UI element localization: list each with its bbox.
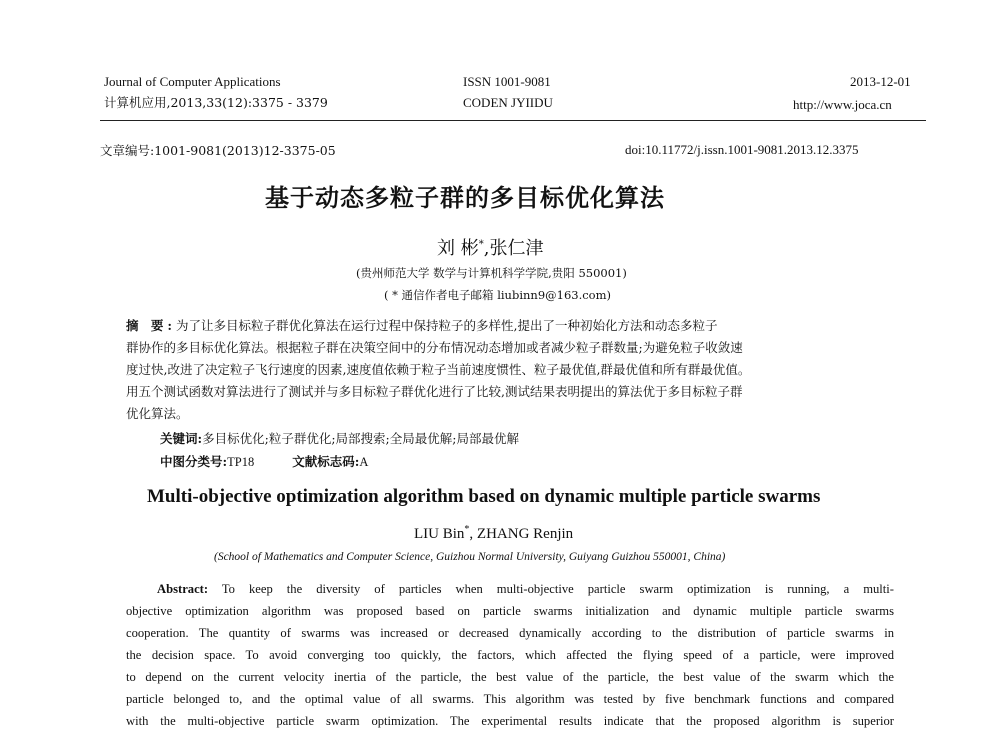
title-cn: 基于动态多粒子群的多目标优化算法 (265, 184, 665, 212)
abstract-en-line-3: cooperation. The quantity of swarms was increased or decreased dynamically according to the distribution of particle swarms in (126, 626, 894, 640)
author-zhang-en: , ZHANG Renjin (469, 526, 574, 542)
abstract-cn-line-3: 度过快,改进了决定粒子飞行速度的因素,速度值依赖于粒子当前速度惯性、粒子最优值,群最优值和所有群最优值。 (126, 362, 751, 377)
keywords-cn (160, 429, 519, 449)
abstract-en-line-7: with the multi-objective particle swarm optimization. The experimental results indicate that the proposed algorithm is superior (126, 714, 894, 728)
journal-url[interactable]: http://www.joca.cn (793, 97, 892, 112)
author-liu-cn: 刘 彬 (437, 238, 479, 259)
authors-cn (437, 234, 543, 260)
author-zhang-cn: ,张仁津 (483, 238, 544, 259)
article-doi[interactable]: doi:10.11772/j.issn.1001-9081.2013.12.3375 (625, 142, 859, 157)
abstract-en-line-1 (126, 578, 894, 600)
abstract-cn-line-5: 优化算法。 (126, 406, 189, 421)
clc-label: 中图分类号: (160, 454, 228, 469)
abstract-en-line-6: particle belonged to, and the optimal value of all swarms. This algorithm was tested by five benchmark functions and compared (126, 692, 894, 706)
keywords-text: 多目标优化;粒子群优化;局部搜索;全局最优解;局部最优解 (202, 431, 519, 446)
journal-citation-cn: 计算机应用,2013,33(12):3375 - 3379 (104, 95, 328, 110)
abstract-cn-line-2: 群协作的多目标优化算法。根据粒子群在决策空间中的分布情况动态增加或者减少粒子群数量;为避免粒子收敛速 (126, 340, 743, 355)
header-rule (100, 120, 926, 121)
abstract-cn-line-4: 用五个测试函数对算法进行了测试并与多目标粒子群优化进行了比较,测试结果表明提出的算法优于多目标粒子群 (126, 384, 743, 399)
journal-name-en: Journal of Computer Applications (104, 74, 281, 89)
journal-issn: ISSN 1001-9081 (463, 74, 551, 89)
affiliation-en: (School of Mathematics and Computer Science, Guizhou Normal University, Guiyang Guizhou 550001, China) (214, 551, 726, 563)
abstract-en-line-2: objective optimization algorithm was proposed based on particle swarms initialization and dynamic multiple particle swarms (126, 604, 894, 618)
abstract-cn-label: 摘 要: (126, 318, 176, 333)
authors-en (414, 524, 573, 543)
doc-code-value: A (359, 455, 369, 469)
doc-code-label: 文献标志码: (292, 454, 360, 469)
journal-date: 2013-12-01 (850, 74, 911, 89)
abstract-cn-text: 为了让多目标粒子群优化算法在运行过程中保持粒子的多样性,提出了一种初始化方法和动态多粒子 (175, 318, 718, 333)
clc-value: TP18 (227, 455, 255, 469)
abstract-en-line-5: to depend on the current velocity inertia of the particle, the best value of the particle, the best value of the swarm which the (126, 670, 894, 684)
journal-coden: CODEN JYIIDU (463, 95, 553, 110)
corresponding-mark: * (478, 239, 484, 250)
abstract-en-text: To keep the diversity of particles when multi-objective particle swarm optimization is running, a multi- (221, 582, 894, 596)
affiliation-cn: (贵州师范大学 数学与计算机科学学院,贵阳 550001) (356, 266, 627, 280)
abstract-cn-line-1 (126, 316, 717, 336)
classification-cn (160, 452, 368, 472)
corresponding-mark-en: * (464, 524, 470, 535)
title-en: Multi-objective optimization algorithm based on dynamic multiple particle swarms (147, 486, 821, 507)
email-cn: ( * 通信作者电子邮箱 liubinn9@163.com) (384, 288, 611, 302)
keywords-label: 关键词: (160, 431, 203, 446)
abstract-en (126, 578, 894, 732)
author-liu-en: LIU Bin (414, 526, 465, 542)
abstract-en-label: Abstract: (157, 582, 209, 596)
abstract-en-line-4: the decision space. To avoid converging too quickly, the factors, which affected the flying speed of a particle, were improved (126, 648, 894, 662)
article-number: 文章编号:1001-9081(2013)12-3375-05 (100, 143, 336, 158)
